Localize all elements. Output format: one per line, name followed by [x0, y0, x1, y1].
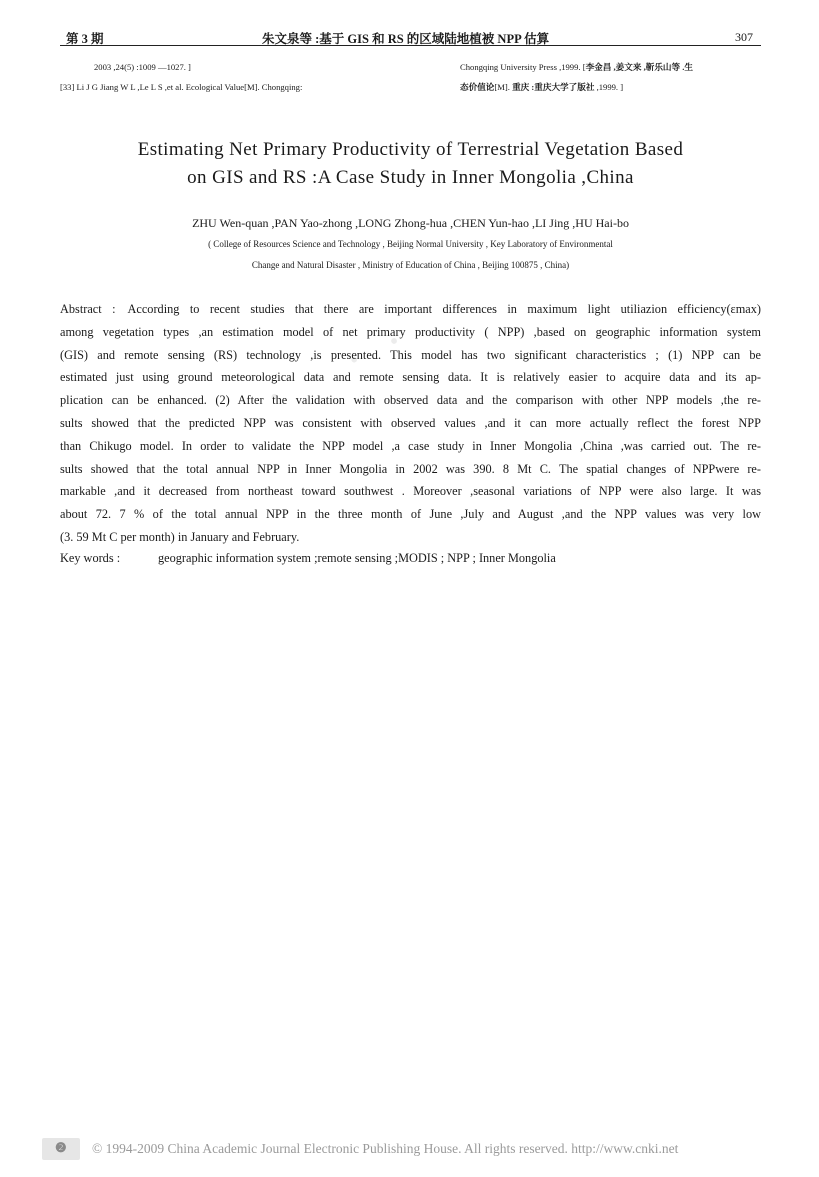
abstract-label: Abstract :	[60, 302, 116, 316]
copyright-footer	[42, 1138, 782, 1162]
affiliation-line-1: ( College of Resources Science and Technology , Beijing Normal University , Key Laboratory of Environmental	[208, 239, 613, 249]
abstract-line: among vegetation types ,an estimation model of net primary productivity ( NPP) ,based on geographic information system	[60, 324, 761, 339]
abstract-line: (GIS) and remote sensing (RS) technology ,is presented. This model has two significant characteristics ; (1) NPP can be	[60, 347, 761, 362]
cnki-logo-icon: ❷	[42, 1138, 80, 1160]
affiliation-line-2: Change and Natural Disaster , Ministry of Education of China , Beijing 100875 , China)	[251, 260, 570, 270]
abstract-line: (3. 59 Mt C per month) in January and February.	[60, 529, 300, 544]
keywords-text: geographic information system ;remote sensing ;MODIS ; NPP ; Inner Mongolia	[158, 551, 556, 565]
abstract-line: sults showed that the total annual NPP in Inner Mongolia in 2002 was 390. 8 Mt C. The spatial changes of NPPwere re-	[60, 461, 761, 476]
page-number: 307	[735, 30, 753, 44]
running-title: 朱文泉等 :基于 GIS 和 RS 的区域陆地植被 NPP 估算	[262, 32, 550, 46]
abstract-line: estimated just using ground meteorological data and remote sensing data. It is relatively easier to acquire data and its ap-	[60, 370, 761, 385]
abstract-line: plication can be enhanced. (2) After the validation with observed data and the comparison with other NPP models ,the re-	[60, 393, 761, 408]
copyright-text: © 1994-2009 China Academic Journal Electronic Publishing House. All rights reserved. http://www.cnki.net	[92, 1141, 679, 1156]
keywords	[60, 551, 556, 566]
faint-watermark: · · · ·	[256, 310, 420, 425]
reference-line: Chongqing University Press ,1999. [李金昌 ,姜文来 ,靳乐山等 .生	[460, 62, 693, 72]
abstract-line: sults showed that the predicted NPP was consistent with observed values ,and it can more actually reflect the forest NPP	[60, 415, 761, 430]
abstract-line: Abstract : According to recent studies that there are important differences in maximum light utiliazion efficiency(εmax)	[60, 302, 761, 316]
header-rule	[60, 45, 761, 46]
keywords-label: Key words :	[60, 551, 121, 565]
abstract-line: than Chikugo model. In order to validate the NPP model ,a case study in Inner Mongolia ,China ,was carried out. The re-	[60, 438, 761, 453]
issue-number: 第 3 期	[66, 32, 104, 46]
reference-item-33: [33] Li J G Jiang W L ,Le L S ,et al. Ecological Value[M]. Chongqing:	[60, 82, 303, 92]
abstract	[60, 298, 761, 549]
reference-line: 2003 ,24(5) :1009 —1027. ]	[94, 62, 191, 72]
abstract-line: about 72. 7 % of the total annual NPP in the three month of June ,July and August ,and the NPP values was very low	[60, 507, 761, 522]
title-line-2: on GIS and RS :A Case Study in Inner Mongolia ,China	[187, 167, 634, 188]
reference-line: 态价值论[M]. 重庆 :重庆大学了版社 ,1999. ]	[460, 82, 624, 92]
title-line-1: Estimating Net Primary Productivity of Terrestrial Vegetation Based	[137, 139, 684, 160]
abstract-line: markable ,and it decreased from northeast toward southwest . Moreover ,seasonal variations of NPP were also large. It was	[60, 484, 761, 499]
author-list: ZHU Wen-quan ,PAN Yao-zhong ,LONG Zhong-hua ,CHEN Yun-hao ,LI Jing ,HU Hai-bo	[192, 216, 629, 230]
